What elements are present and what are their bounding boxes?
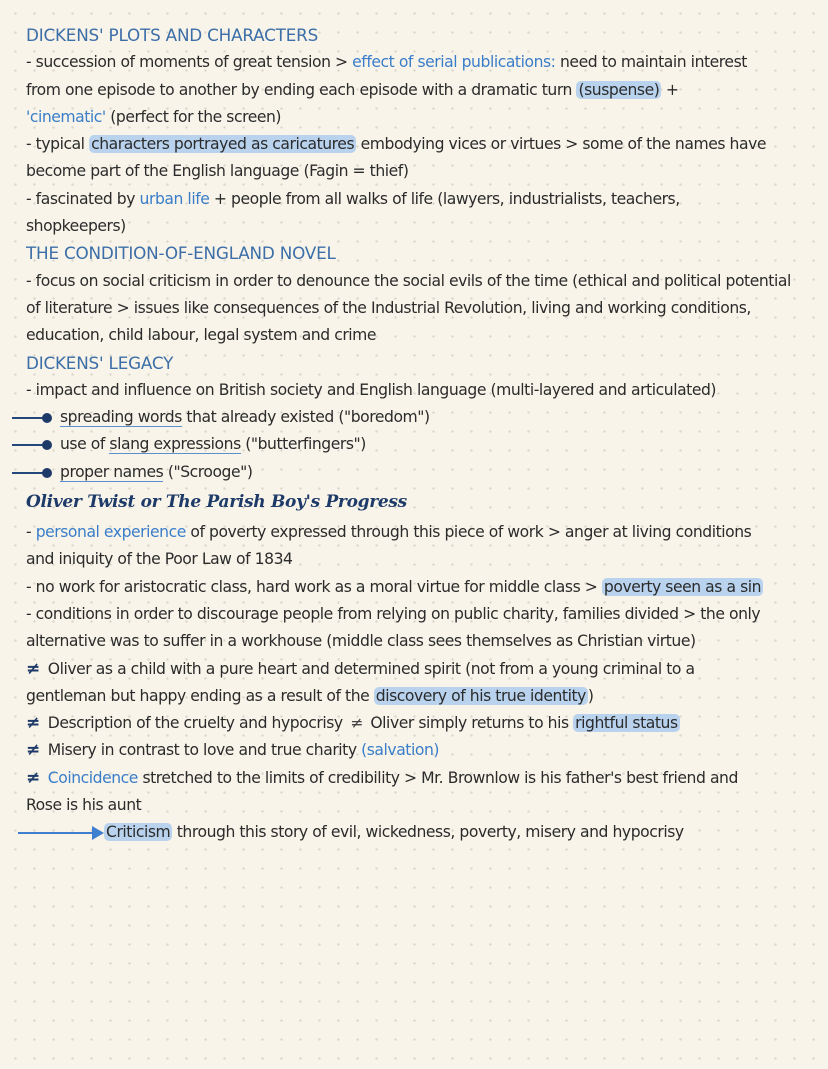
blue-term: personal experience [35,523,186,542]
text-line: - personal experience of poverty expressed through this piece of work > anger at living conditions [26,523,752,542]
underlined-term: proper names [60,462,164,481]
heading-condition-novel: THE CONDITION-OF-ENGLAND NOVEL [26,243,336,264]
blue-term: urban life [139,189,210,208]
blue-term: effect of serial publications: [352,53,556,72]
text-line: Rose is his aunt [26,796,142,815]
highlight: poverty seen as a sin [603,577,762,596]
highlight: rightful status [575,714,678,733]
text-line: 'cinematic' (perfect for the screen) [26,107,282,126]
text-line: - no work for aristocratic class, hard work as a moral virtue for middle class > poverty seen as a sin [26,577,762,596]
not-equal-icon: ≠ [26,740,40,761]
heading-dickens-legacy: DICKENS' LEGACY [26,352,174,373]
conclusion-line: Criticism through this story of evil, wickedness, poverty, misery and hypocrisy [0,819,828,846]
arrow-right-icon [18,832,94,834]
highlight: (suspense) [578,80,660,99]
notes-page [0,22,828,847]
text-line: from one episode to another by ending each episode with a dramatic turn (suspense) + [26,80,679,99]
bullet-item: use of slang expressions ("butterfingers") [0,431,828,458]
text-line: - focus on social criticism in order to denounce the social evils of the time (ethical and political potential [26,271,791,290]
heading-oliver-twist: Oliver Twist or The Parish Boy's Progress [26,492,407,513]
not-equal-icon: ≠ [26,713,40,734]
text-line: become part of the English language (Fagin = thief) [26,162,409,181]
text-line: ≠ Description of the cruelty and hypocrisy ≠ Oliver simply returns to his rightful status [26,713,678,734]
text-line: - fascinated by urban life + people from all walks of life (lawyers, industrialists, teachers, [26,189,680,208]
bullet-dot-icon [12,417,50,419]
blue-term: 'cinematic' [26,107,106,126]
text-line: - succession of moments of great tension > effect of serial publications: need to maintain interest [26,53,747,72]
underlined-term: slang expressions [109,435,241,454]
text-line: ≠ Oliver as a child with a pure heart and determined spirit (not from a young criminal to a [26,658,695,679]
highlight: characters portrayed as caricatures [91,135,355,154]
text-line: education, child labour, legal system and crime [26,326,377,345]
bullet-item: proper names ("Scrooge") [0,459,828,486]
text-line: - typical characters portrayed as caricatures embodying vices or virtues > some of the names have [26,135,766,154]
highlight: Criticism [106,823,171,842]
not-equal-icon: ≠ [26,767,40,788]
text-line: ≠ Misery in contrast to love and true charity (salvation) [26,740,440,761]
text-line: shopkeepers) [26,217,126,236]
not-equal-inline-icon: ≠ [350,714,363,733]
heading-dickens-plots: DICKENS' PLOTS AND CHARACTERS [26,25,319,45]
bullet-item: spreading words that already existed ("boredom") [0,404,828,431]
text-line: ≠ Coincidence stretched to the limits of credibility > Mr. Brownlow is his father's best friend and [26,767,738,788]
bullet-dot-icon [12,444,50,446]
blue-term: Coincidence [47,768,138,787]
underlined-term: spreading words [60,408,182,427]
highlight: discovery of his true identity [375,686,586,705]
text-line: - conditions in order to discourage people from relying on public charity, families divided > the only [26,604,761,623]
text-line: of literature > issues like consequences of the Industrial Revolution, living and working conditions, [26,298,751,317]
text-line: gentleman but happy ending as a result of the discovery of his true identity ) [26,686,594,705]
blue-term: (salvation) [361,741,440,760]
text-line: alternative was to suffer in a workhouse (middle class sees themselves as Christian virtue) [26,632,696,651]
text-line: - impact and influence on British society and English language (multi-layered and articulated) [26,380,717,399]
not-equal-icon: ≠ [26,658,40,679]
bullet-dot-icon [12,472,50,474]
text-line: and iniquity of the Poor Law of 1834 [26,550,293,569]
